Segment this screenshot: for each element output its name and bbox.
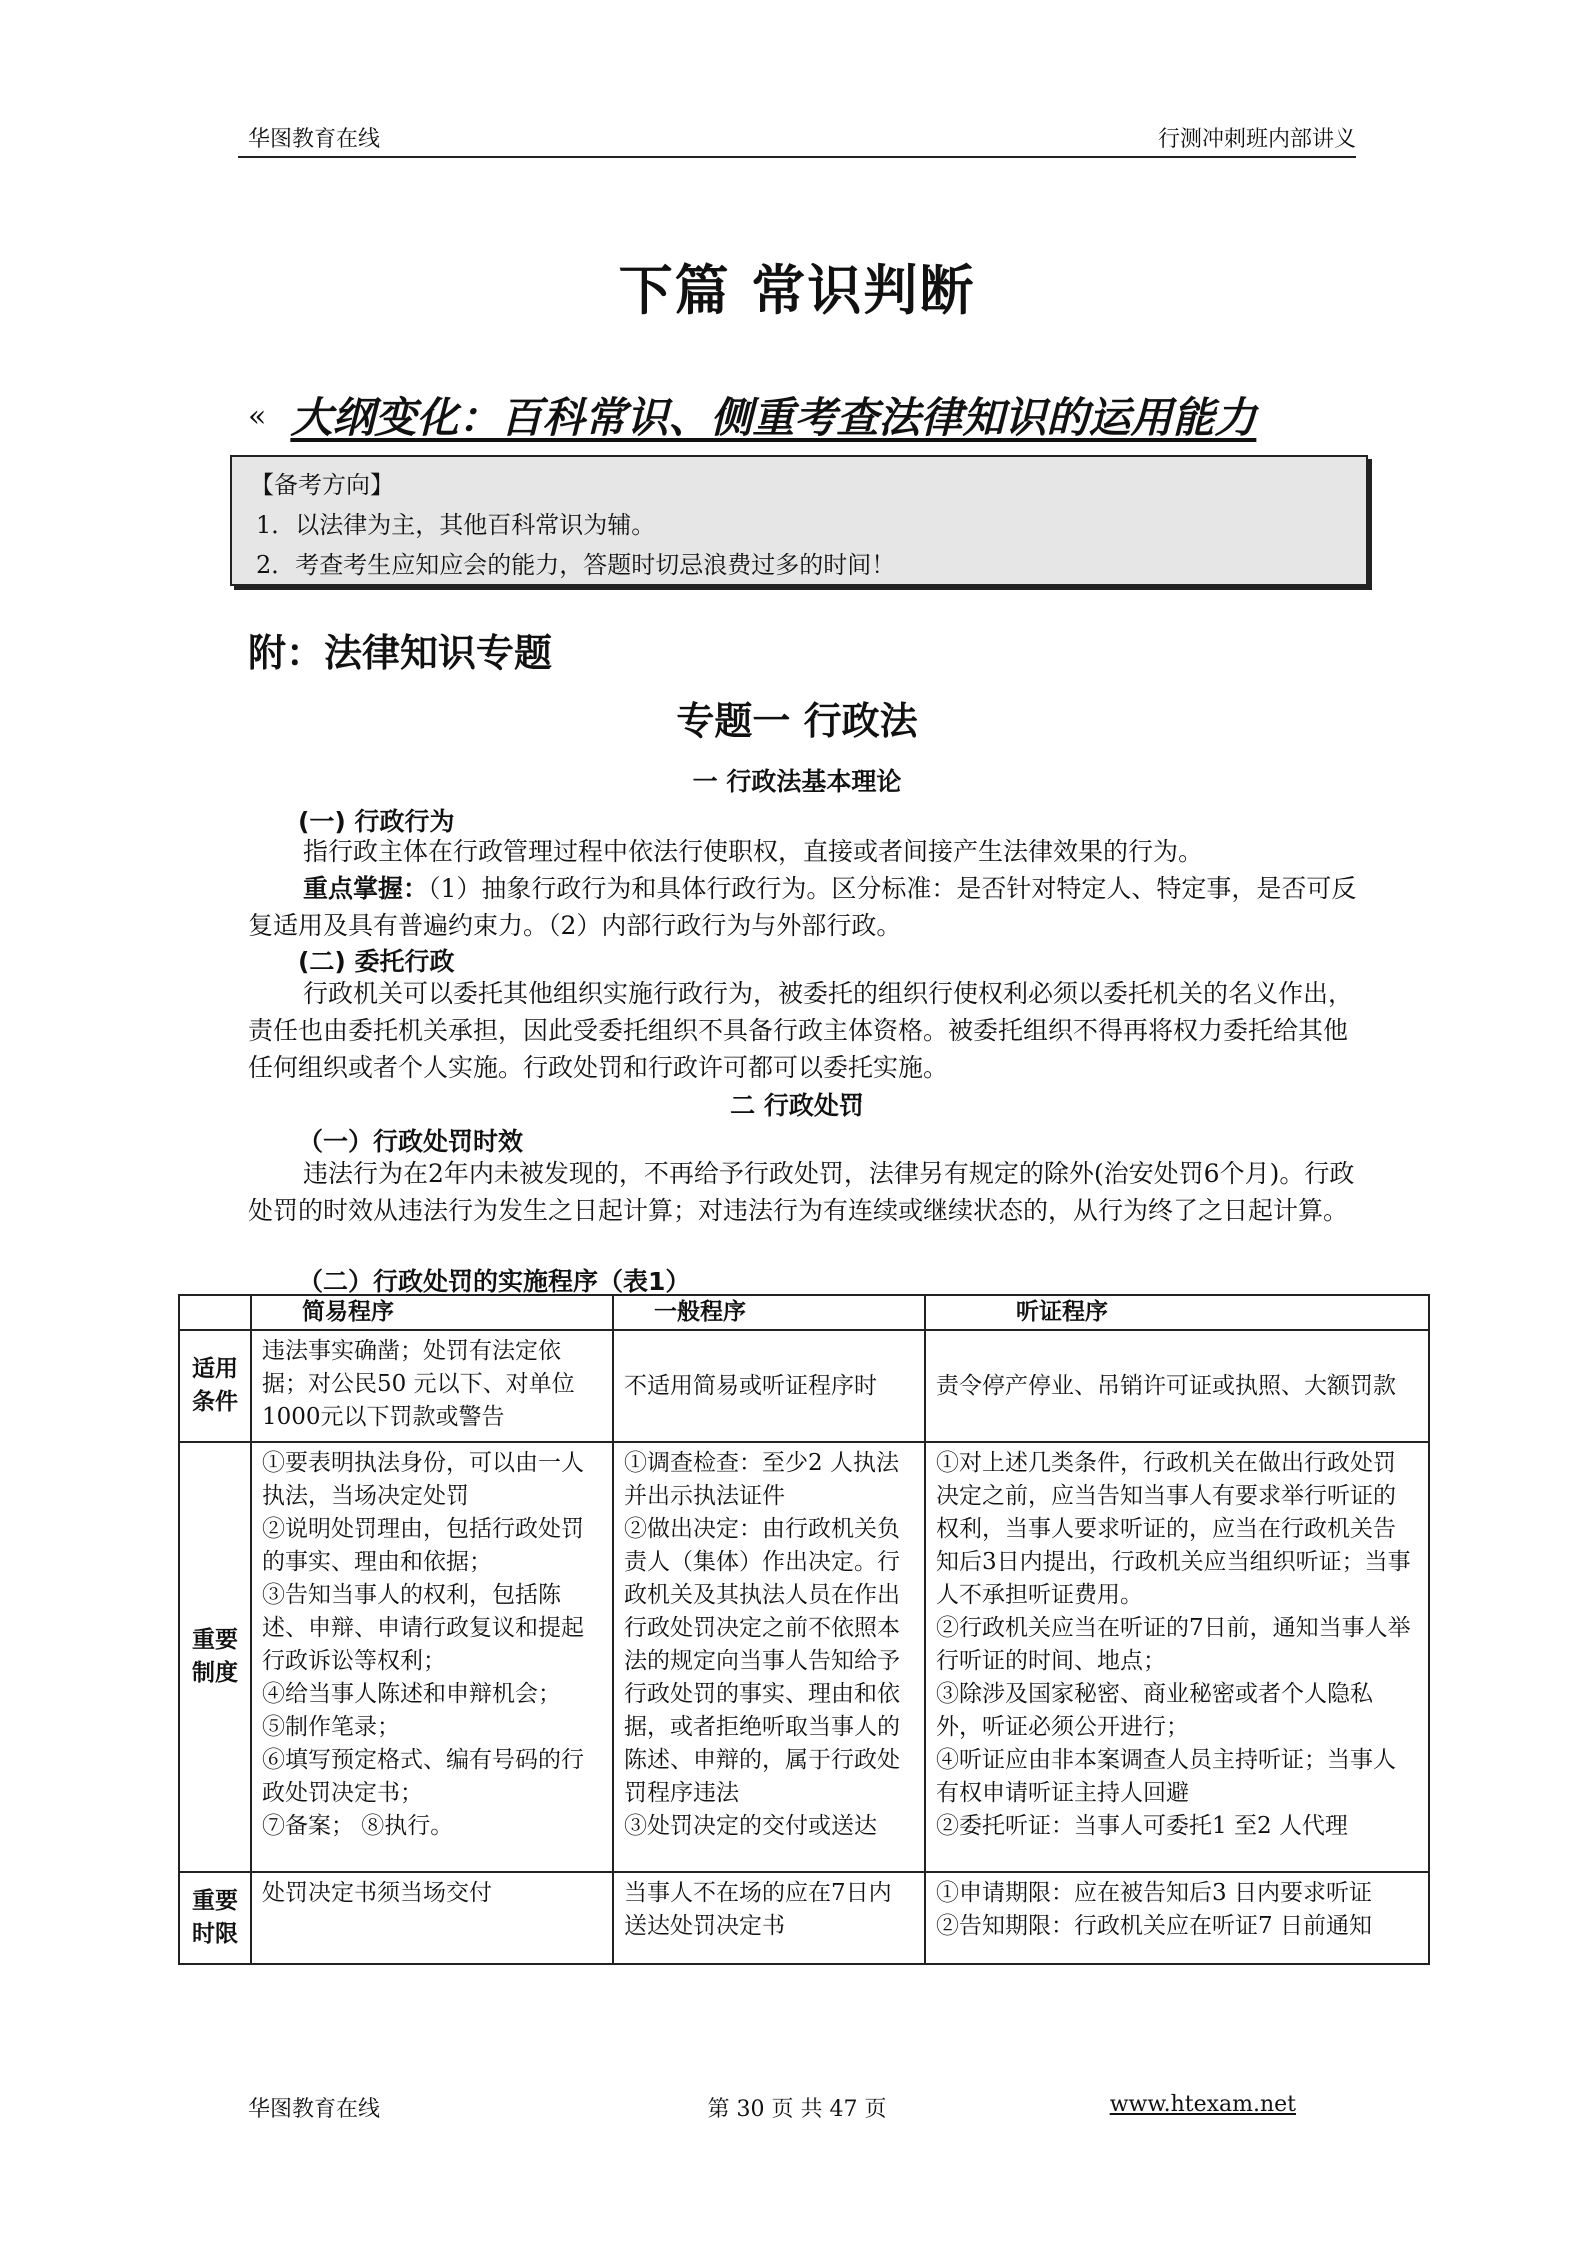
table-row xyxy=(179,1330,1429,1442)
table-cell: ①对上述几类条件，行政机关在做出行政处罚决定之前，应当告知当事人有要求举行听证的权利，当事人要求听证的，应当在行政机关告知后3日内提出，行政机关应当组织听证；当事人不承担听证费用。 ②行政机关应当在听证的7日前，通知当事人举行听证的时间、地点； ③除涉及国家秘密、商业秘密或者个人隐私外，听证必须公开进行； ④听证应由非本案调查人员主持听证；当事人有权申请听证主持人回避 ②委托听证：当事人可委托1 至2 人代理 xyxy=(925,1442,1429,1872)
table-cell: ①要表明执法身份，可以由一人执法，当场决定处罚 ②说明处罚理由，包括行政处罚的事实、理由和依据； ③告知当事人的权利，包括陈述、申辩、申请行政复议和提起行政诉讼等权利； ④给当事人陈述和申辩机会； ⑤制作笔录； ⑥填写预定格式、编有号码的行政处罚决定书； ⑦备案； ⑧执行。 xyxy=(251,1442,613,1872)
row-label: 适用条件 xyxy=(179,1330,251,1442)
table-cell: 不适用简易或听证程序时 xyxy=(613,1330,925,1442)
row-label: 重要时限 xyxy=(179,1872,251,1964)
key-point-label: 重点掌握： xyxy=(303,874,429,903)
prep-direction-box xyxy=(230,455,1368,586)
footer-left: 华图教育在线 xyxy=(248,2097,381,2122)
footer-website-link[interactable]: www.htexam.net xyxy=(1109,2092,1296,2117)
table-cell: 处罚决定书须当场交付 xyxy=(251,1872,613,1964)
table-cell: ①调查检查：至少2 人执法并出示执法证件 ②做出决定：由行政机关负责人（集体）作出决定。行政机关及其执法人员在作出行政处罚决定之前不依照本法的规定向当事人告知给予行政处罚的事实、理由和依据，或者拒绝听取当事人的陈述、申辩的，属于行政处罚程序违法 ③处罚决定的交付或送达 xyxy=(613,1442,925,1872)
subsection-title: (一) 行政行为 xyxy=(298,807,455,836)
table-header-cell: 一般程序 xyxy=(613,1295,925,1330)
prep-heading: 【备考方向】 xyxy=(250,471,394,499)
paragraph-text: （1）抽象行政行为和具体行政行为。区分标准：是否针对特定人、特定事，是否可反复适用及具有普遍约束力。（2）内部行政行为与外部行政。 xyxy=(248,874,1357,940)
table-row xyxy=(179,1442,1429,1872)
subsection-title: （一）行政处罚时效 xyxy=(298,1127,524,1156)
table-header-cell: 听证程序 xyxy=(925,1295,1429,1330)
table-cell: 当事人不在场的应在7日内送达处罚决定书 xyxy=(613,1872,925,1964)
header-left: 华图教育在线 xyxy=(248,127,381,152)
section-title: 一 行政法基本理论 xyxy=(692,767,902,796)
paragraph xyxy=(248,975,1358,1086)
table-header-cell xyxy=(179,1295,251,1330)
prep-item: 1．以法律为主，其他百科常识为辅。 xyxy=(256,511,656,539)
paragraph-text: 违法行为在2年内未被发现的，不再给予行政处罚，法律另有规定的除外(治安处罚6个月)。行政处罚的时效从违法行为发生之日起计算；对违法行为有连续或继续状态的，从行为终了之日起计算。 xyxy=(248,1159,1355,1225)
table-row xyxy=(179,1872,1429,1964)
table-header-row xyxy=(179,1295,1429,1330)
subsection-title: （二）行政处罚的实施程序（表1） xyxy=(298,1267,691,1296)
header-right: 行测冲刺班内部讲义 xyxy=(1157,127,1356,152)
paragraph xyxy=(248,870,1358,944)
paragraph-text: 指行政主体在行政管理过程中依法行使职权，直接或者间接产生法律效果的行为。 xyxy=(303,837,1204,866)
section-title: 二 行政处罚 xyxy=(730,1091,864,1120)
table-cell: ①申请期限：应在被告知后3 日内要求听证 ②告知期限：行政机关应在听证7 日前通知 xyxy=(925,1872,1429,1964)
outline-marker: « xyxy=(248,399,267,434)
outline-line xyxy=(248,385,1256,445)
prep-item: 2．考查考生应知应会的能力，答题时切忌浪费过多的时间！ xyxy=(256,551,896,579)
paragraph-text: 行政机关可以委托其他组织实施行政行为，被委托的组织行使权利必须以委托机关的名义作出，责任也由委托机关承担，因此受委托组织不具备行政主体资格。被委托组织不得再将权力委托给其他任何组织或者个人实施。行政处罚和行政许可都可以委托实施。 xyxy=(248,979,1354,1082)
paragraph xyxy=(248,833,1358,870)
table-header-cell: 简易程序 xyxy=(251,1295,613,1330)
table-cell: 违法事实确凿；处罚有法定依据；对公民50 元以下、对单位1000元以下罚款或警告 xyxy=(251,1330,613,1442)
paragraph xyxy=(248,1155,1358,1229)
table-cell: 责令停产停业、吊销许可证或执照、大额罚款 xyxy=(925,1330,1429,1442)
subsection-title: (二) 委托行政 xyxy=(298,947,455,976)
row-label: 重要制度 xyxy=(179,1442,251,1872)
page-title: 下篇 常识判断 xyxy=(618,258,976,322)
topic-heading: 专题一 行政法 xyxy=(676,698,918,743)
page-number: 第 30 页 共 47 页 xyxy=(707,2097,887,2122)
outline-text: 大纲变化：百科常识、侧重考查法律知识的运用能力 xyxy=(290,393,1257,442)
header-divider xyxy=(238,156,1356,158)
procedure-table xyxy=(178,1294,1430,1965)
appendix-heading: 附：法律知识专题 xyxy=(248,630,553,675)
